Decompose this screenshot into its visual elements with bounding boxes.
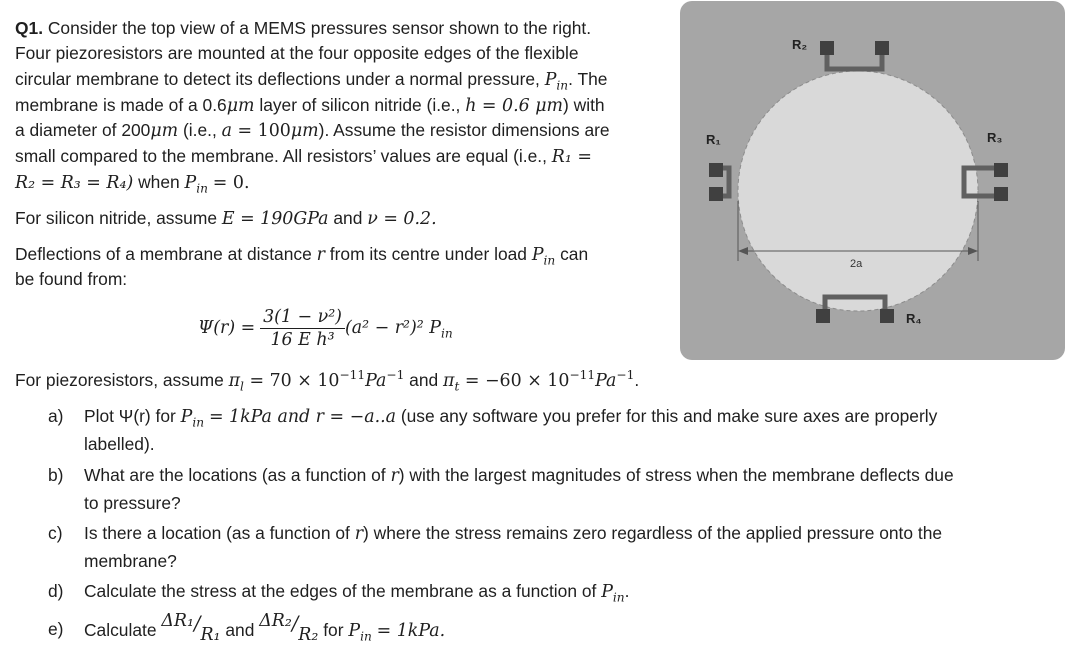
item-e-letter: e) [48, 619, 64, 639]
item-a-letter: a) [48, 406, 64, 426]
piezo-line: For piezoresistors, assume $\pi_l = 70 \times 10^{-11}Pa^{-1}$ and $\pi_t = -60 \times 10^{-11}Pa^{-1}$. [15, 368, 640, 394]
pad [709, 187, 723, 201]
item-d-line-1: Calculate the stress at the edges of the membrane as a function of $P_{in}$. [84, 581, 630, 605]
item-e-line-1: Calculate ΔR₁/R₁ and ΔR₂/R₂ for $P_{in} = 1kPa$. [84, 611, 446, 645]
mems-sensor-figure [680, 1, 1065, 360]
label-r3: R₃ [987, 130, 1003, 145]
intro-line-6: small compared to the membrane. All resistors’ values are equal (i.e., R₁ = [15, 146, 592, 167]
label-r1: R₁ [706, 132, 721, 147]
intro-line-4: membrane is made of a 0.6μm layer of silicon nitride (i.e., h = 0.6 μm) with [15, 95, 605, 116]
item-a-line-1: Plot Ψ(r) for $P_{in} = 1kPa$ and r = −a..a (use any software you prefer for this and make sure axes are properly [84, 406, 938, 430]
intro-line-3: circular membrane to detect its deflections under a normal pressure, $P_{in}$. The [15, 69, 608, 93]
item-b-line-1: What are the locations (as a function of r) with the largest magnitudes of stress when the membrane deflects due [84, 465, 954, 486]
intro-line-7: R₂ = R₃ = R₄) when $P_{in} = 0$. [15, 172, 250, 196]
pad [816, 309, 830, 323]
intro-line-5: a diameter of 200μm (i.e., a = 100μm). Assume the resistor dimensions are [15, 120, 610, 141]
item-c-line-1: Is there a location (as a function of r) where the stress remains zero regardless of the applied pressure onto the [84, 523, 943, 544]
question-label: Q1. [15, 18, 44, 38]
intro-line-2: Four piezoresistors are mounted at the four opposite edges of the flexible [15, 43, 579, 63]
item-d-letter: d) [48, 581, 64, 601]
item-c-line-2: membrane? [84, 551, 177, 571]
deflection-line-1: Deflections of a membrane at distance r from its centre under load $P_{in}$ can [15, 244, 589, 268]
membrane [738, 71, 978, 311]
formula-fraction: $\frac{\text{3(1 − ν²)}}{\text{16 E h³}}$ [260, 306, 345, 351]
item-b-line-2: to pressure? [84, 493, 181, 513]
pad [820, 41, 834, 55]
label-r4: R₄ [906, 311, 922, 326]
deflection-formula: Ψ(r) = $\frac{\text{3(1 − ν²)}}{\text{16 E h³}}$ (a² − r²)² $P_{in}$ [198, 307, 453, 350]
pad [709, 163, 723, 177]
item-c-letter: c) [48, 523, 63, 543]
intro-line-1: Q1. Consider the top view of a MEMS pressures sensor shown to the right. [15, 18, 592, 38]
pad [994, 163, 1008, 177]
pad [875, 41, 889, 55]
pad [880, 309, 894, 323]
item-b-letter: b) [48, 465, 64, 485]
item-a-line-2: labelled). [84, 434, 155, 454]
deflection-line-2: be found from: [15, 269, 128, 289]
material-line: For silicon nitride, assume E = 190GPa and ν = 0.2. [15, 208, 437, 229]
pad [994, 187, 1008, 201]
label-diameter: 2a [850, 258, 863, 270]
label-r2: R₂ [792, 37, 808, 52]
